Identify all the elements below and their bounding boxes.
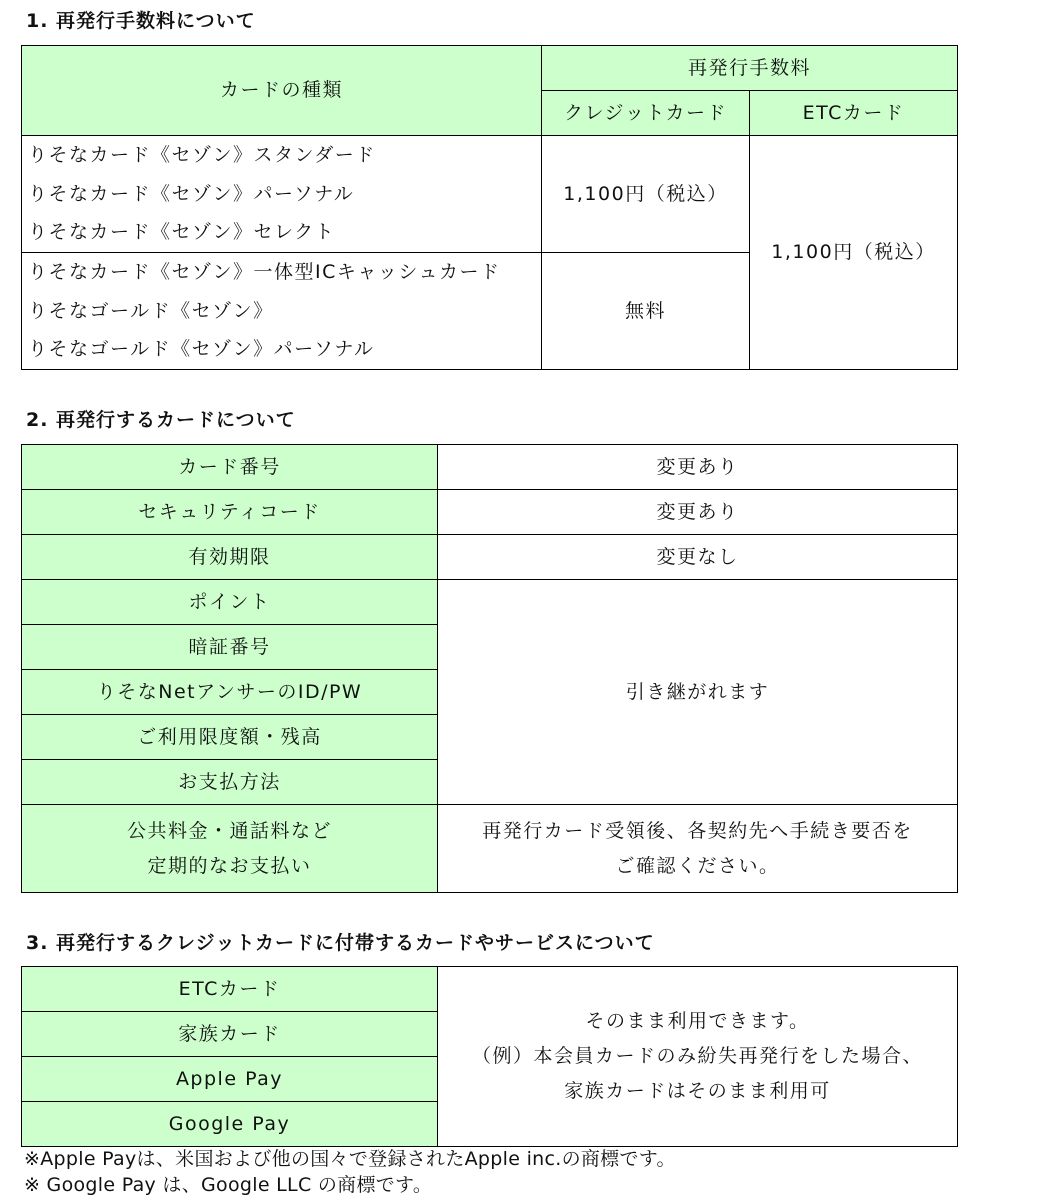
service-value-line: そのまま利用できます。 [585, 1010, 810, 1032]
service-google-pay: Google Pay [22, 1102, 438, 1147]
row-value-carried-over: 引き継がれます [438, 580, 958, 805]
card-type-name: りそなカード《セゾン》スタンダード [28, 144, 376, 166]
row-label-pin: 暗証番号 [22, 625, 438, 670]
row-label-credit-limit: ご利用限度額・残高 [22, 715, 438, 760]
etc-fee: 1,100円（税込） [750, 136, 958, 370]
header-card-type: カードの種類 [22, 46, 542, 136]
row-value-recurring-payments [438, 805, 958, 893]
header-etc-card: ETCカード [750, 91, 958, 136]
card-type-name: りそなカード《セゾン》セレクト [28, 221, 336, 244]
header-credit-card: クレジットカード [542, 91, 750, 136]
recurring-label-line: 定期的なお支払い [147, 854, 312, 877]
service-apple-pay: Apple Pay [22, 1057, 438, 1102]
recurring-label-line: 公共料金・通話料など [126, 819, 332, 842]
service-family-card: 家族カード [22, 1012, 438, 1057]
row-label-points: ポイント [22, 580, 438, 625]
recurring-value-line: ご確認ください。 [615, 854, 780, 877]
row-label-payment-method: お支払方法 [22, 760, 438, 805]
row-value-security-code: 変更あり [438, 490, 958, 535]
attached-services-table [21, 966, 958, 1147]
recurring-value-line: 再発行カード受領後、各契約先へ手続き要否を [482, 819, 913, 842]
row-value-expiry: 変更なし [438, 535, 958, 580]
card-type-name: りそなゴールド《セゾン》パーソナル [28, 338, 375, 361]
header-reissue-fee: 再発行手数料 [542, 46, 958, 91]
reissue-fee-table [21, 45, 958, 370]
credit-fee-standard: 1,100円（税込） [542, 136, 750, 253]
card-type-name: りそなカード《セゾン》パーソナル [28, 182, 355, 205]
row-label-net-answer: りそなNetアンサーのID/PW [22, 670, 438, 715]
trademark-notes [24, 1146, 676, 1198]
service-value-line: 家族カードはそのまま利用可 [564, 1080, 831, 1102]
section3-heading: 3. 再発行するクレジットカードに付帯するカードやサービスについて [26, 932, 655, 954]
card-group-standard [22, 136, 542, 253]
note-apple-pay: ※Apple Payは、米国および他の国々で登録されたApple inc.の商標です。 [24, 1148, 676, 1170]
card-group-gold [22, 253, 542, 370]
row-label-expiry: 有効期限 [22, 535, 438, 580]
credit-fee-gold: 無料 [542, 253, 750, 370]
service-value-line: （例）本会員カードのみ紛失再発行をした場合、 [471, 1045, 923, 1067]
service-availability [438, 967, 958, 1147]
service-etc-card: ETCカード [22, 967, 438, 1012]
section1-heading: 1. 再発行手数料について [26, 10, 256, 32]
row-label-card-number: カード番号 [22, 445, 438, 490]
note-google-pay: ※ Google Pay は、Google LLC の商標です。 [24, 1174, 433, 1196]
card-type-name: りそなカード《セゾン》一体型ICキャッシュカード [28, 261, 501, 284]
section2-heading: 2. 再発行するカードについて [26, 409, 296, 431]
row-label-security-code: セキュリティコード [22, 490, 438, 535]
reissued-card-table [21, 444, 958, 893]
card-type-name: りそなゴールド《セゾン》 [28, 299, 274, 322]
row-label-recurring-payments [22, 805, 438, 893]
row-value-card-number: 変更あり [438, 445, 958, 490]
